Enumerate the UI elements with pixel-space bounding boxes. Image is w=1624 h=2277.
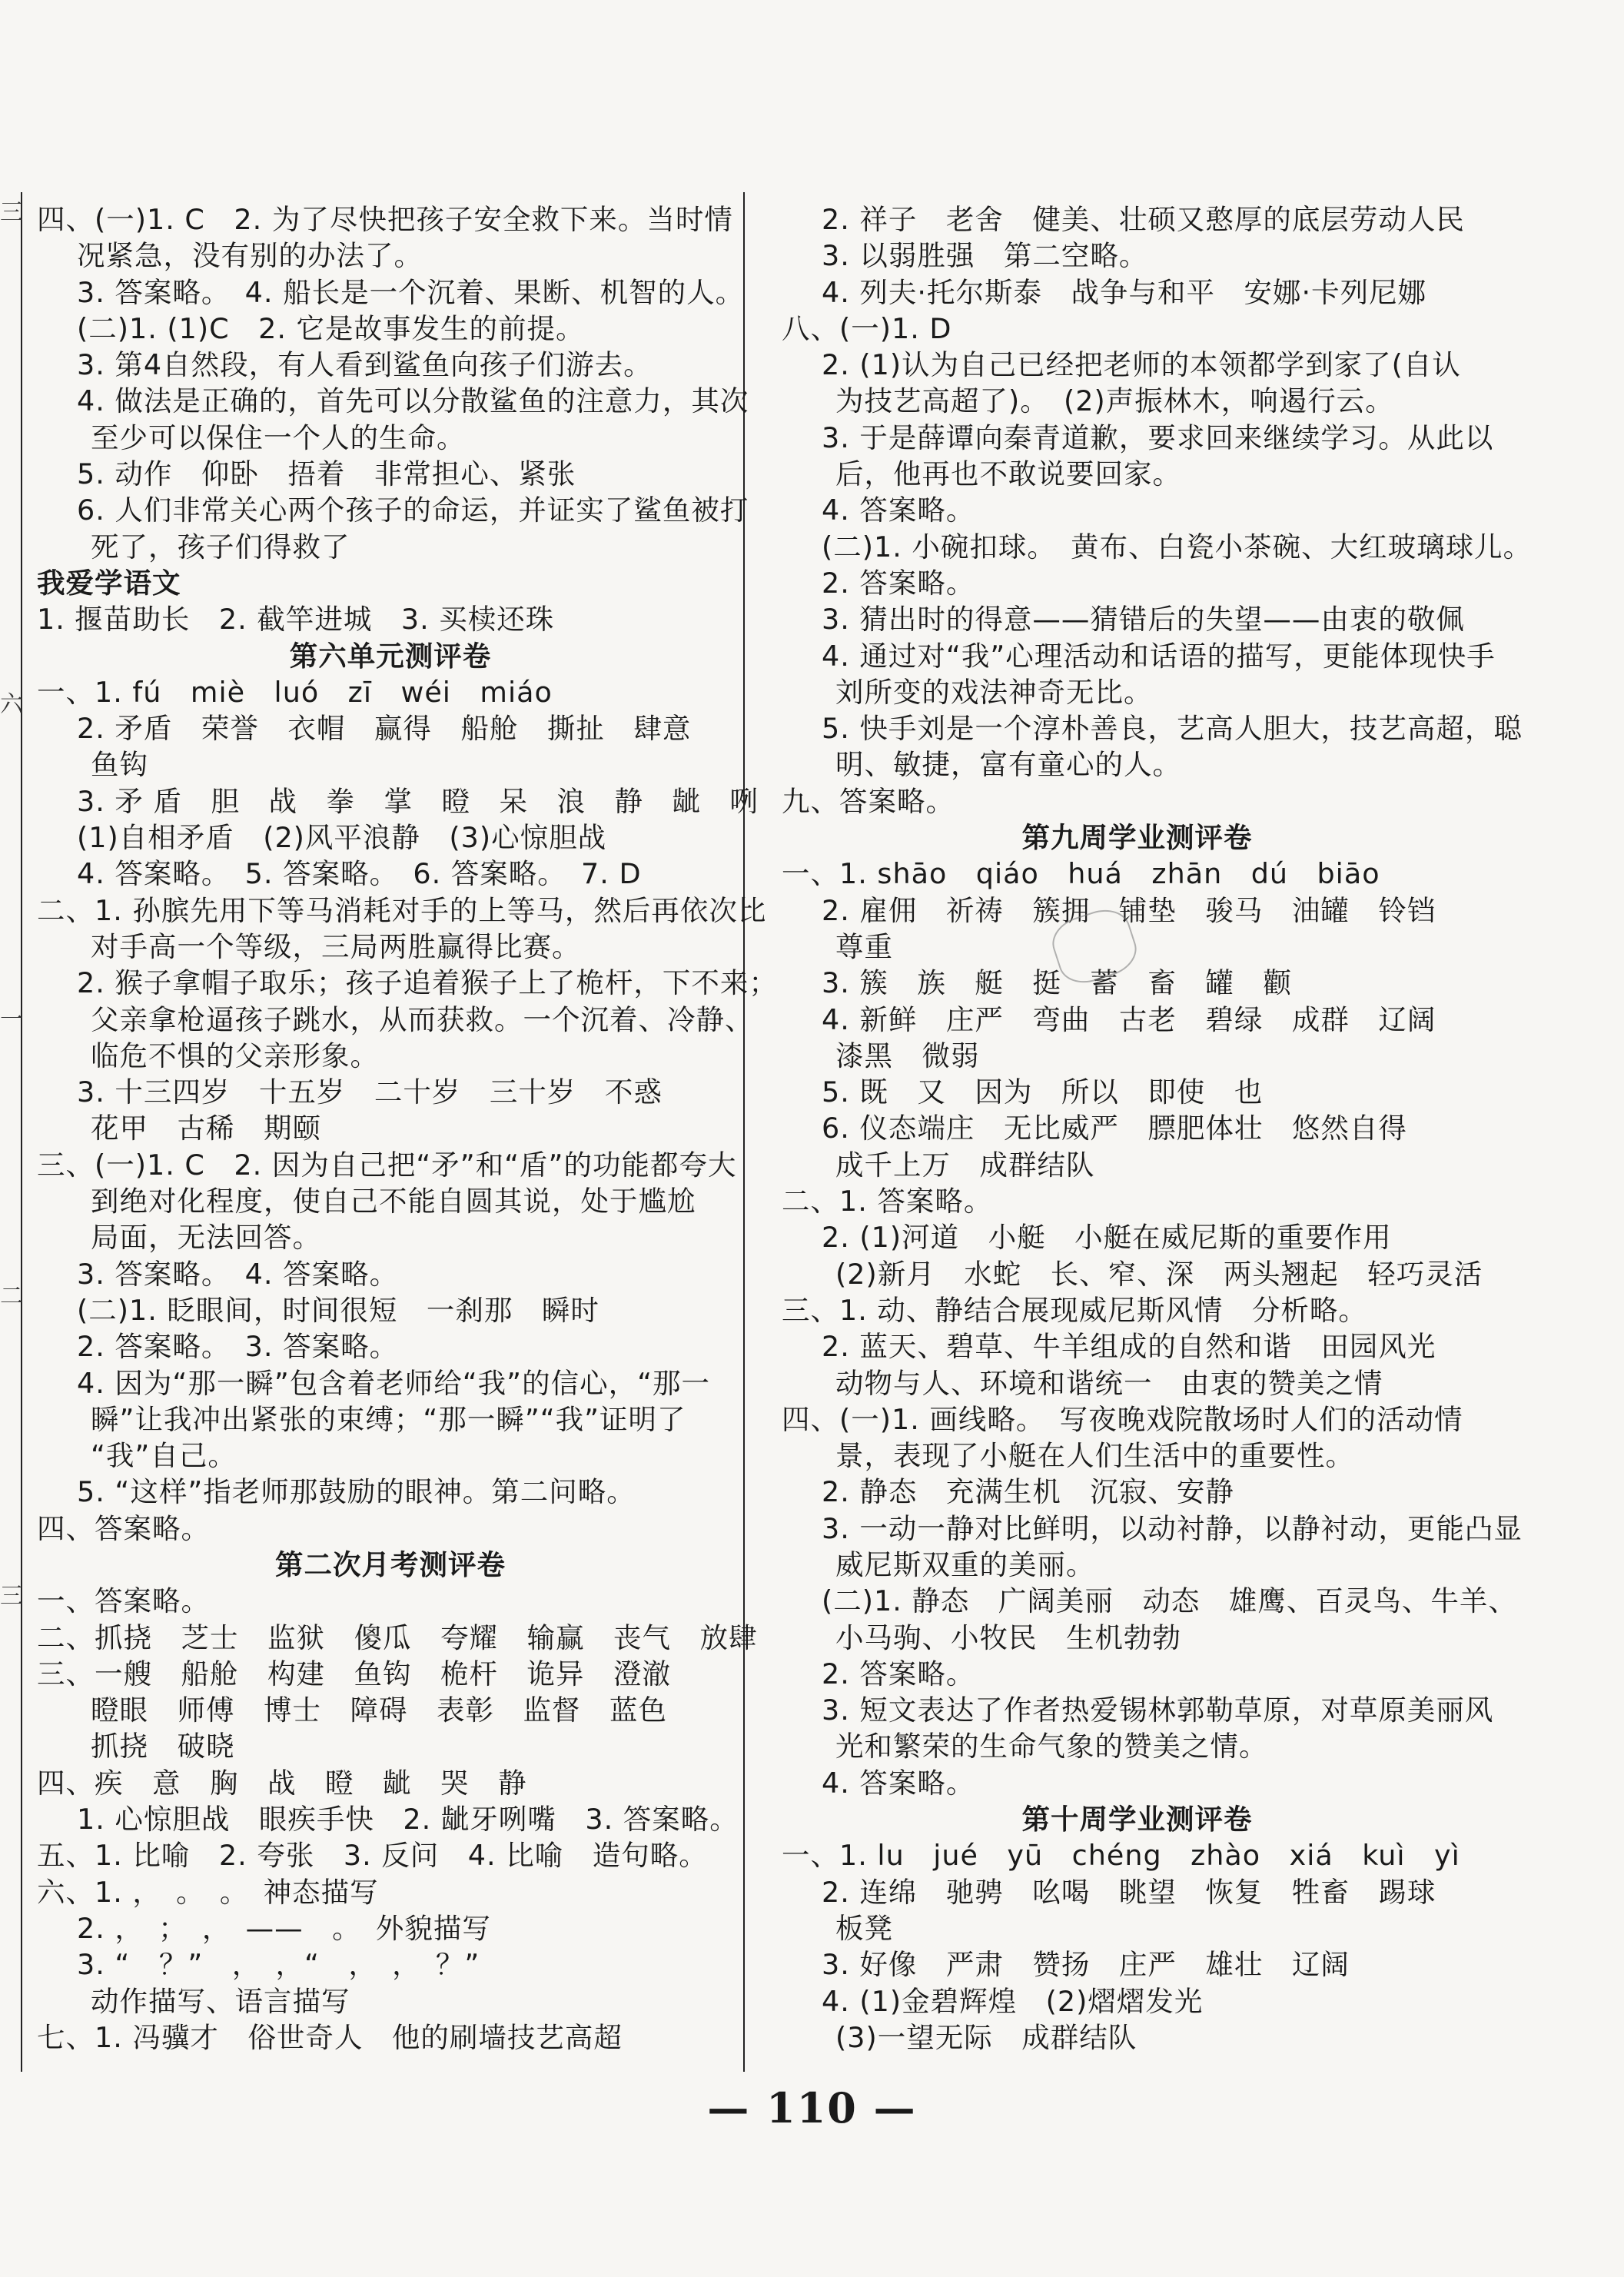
answer-line: 四、(一)1. 画线略。 写夜晚戏院散场时人们的活动情 xyxy=(782,1402,1463,1436)
answer-line: 1. 揠苗助长 2. 截竿进城 3. 买椟还珠 xyxy=(37,603,555,637)
answer-line: (二)1. (1)C 2. 它是故事发生的前提。 xyxy=(77,311,585,345)
answer-line: 2. (1)认为自己已经把老师的本领都学到家了(自认 xyxy=(822,348,1461,382)
answer-line: 三、(一)1. C 2. 因为自己把“矛”和“盾”的功能都夸大 xyxy=(37,1148,737,1182)
answer-line: 临危不惧的父亲形象。 xyxy=(91,1039,379,1072)
answer-line: 威尼斯双重的美丽。 xyxy=(835,1547,1095,1581)
answer-line: 对手高一个等级，三局两胜赢得比赛。 xyxy=(91,929,581,963)
answer-line: 4. 做法是正确的，首先可以分散鲨鱼的注意力，其次 xyxy=(77,384,749,418)
answer-line: 二、1. 孙膑先用下等马消耗对手的上等马，然后再依次比 xyxy=(37,893,767,927)
answer-line: 况紧急，没有别的办法了。 xyxy=(77,239,423,273)
answer-line: 3. “ ？” ， ，“ ， ， ？” xyxy=(77,1948,480,1982)
answer-line: 花甲 古稀 期颐 xyxy=(91,1112,321,1145)
answer-line: 6. 仪态端庄 无比威严 膘肥体壮 悠然自得 xyxy=(822,1112,1407,1145)
answer-line: 一、1. shāo qiáo huá zhān dú biāo xyxy=(782,857,1380,891)
answer-line: 动物与人、环境和谐统一 由衷的赞美之情 xyxy=(835,1366,1383,1400)
answer-line: (1)自相矛盾 (2)风平浪静 (3)心惊胆战 xyxy=(77,821,607,855)
edge-char: 三 xyxy=(0,199,23,226)
answer-line: 六、1. ， 。 。 神态描写 xyxy=(37,1875,379,1909)
left-margin-rule xyxy=(21,192,22,2072)
answer-line: 漆黑 微弱 xyxy=(835,1039,980,1072)
answer-line: (二)1. 静态 广阔美丽 动态 雄鹰、百灵鸟、牛羊、 xyxy=(822,1584,1517,1618)
answer-line: 2. ， ； ， —— 。 外貌描写 xyxy=(77,1911,491,1945)
answer-line: 死了，孩子们得救了 xyxy=(91,530,350,563)
answer-line: 七、1. 冯骥才 俗世奇人 他的刷墙技艺高超 xyxy=(37,2020,623,2054)
answer-line: 四、(一)1. C 2. 为了尽快把孩子安全救下来。当时情 xyxy=(37,203,733,236)
answer-line: 一、1. fú miè luó zī wéi miáo xyxy=(37,675,553,709)
answer-line: 3. 簇 族 艇 挺 蓄 畜 罐 颧 xyxy=(822,966,1292,1000)
answer-line: (2)新月 水蛇 长、窄、深 两头翘起 轻巧灵活 xyxy=(835,1257,1483,1291)
answer-line: 1. 心惊胆战 眼疾手快 2. 龇牙咧嘴 3. 答案略。 xyxy=(77,1803,739,1837)
answer-line: 局面，无法回答。 xyxy=(91,1221,321,1255)
answer-line: 4. 答案略。 5. 答案略。 6. 答案略。 7. D xyxy=(77,857,642,891)
answer-line: “我”自己。 xyxy=(91,1439,237,1473)
answer-line: 到绝对化程度，使自己不能自圆其说，处于尴尬 xyxy=(91,1185,696,1218)
answer-line: 2. 猴子拿帽子取乐；孩子追着猴子上了桅杆，下不来； xyxy=(77,966,778,1000)
answer-line: 4. 列夫·托尔斯泰 战争与和平 安娜·卡列尼娜 xyxy=(822,275,1427,309)
answer-line: 2. 矛盾 荣誉 衣帽 赢得 船舱 撕扯 肆意 xyxy=(77,712,692,746)
answer-line: 为技艺高超了)。 (2)声振林木，响遏行云。 xyxy=(835,384,1394,418)
answer-line: 2. 雇佣 祈祷 簇拥 铺垫 骏马 油罐 铃铛 xyxy=(822,893,1436,927)
answer-line: 四、答案略。 xyxy=(37,1511,210,1545)
answer-line: 2. 答案略。 xyxy=(822,1657,975,1690)
edge-char: 六 xyxy=(0,691,23,718)
answer-line: 5. 快手刘是一个淳朴善良，艺高人胆大，技艺高超，聪 xyxy=(822,712,1523,746)
edge-char: 一 xyxy=(0,1006,23,1033)
answer-line: 二、抓挠 芝士 监狱 傻瓜 夸耀 输赢 丧气 放肆 xyxy=(37,1620,758,1654)
answer-line: 成千上万 成群结队 xyxy=(835,1148,1095,1182)
answer-line: 九、答案略。 xyxy=(782,784,955,818)
answer-line: 明、敏捷，富有童心的人。 xyxy=(835,748,1181,782)
answer-line: 6. 人们非常关心两个孩子的命运，并证实了鲨鱼被打 xyxy=(77,494,749,527)
answer-line: 四、疾 意 胸 战 瞪 龇 哭 静 xyxy=(37,1766,527,1800)
answer-line: 瞪眼 师傅 博士 障碍 表彰 监督 蓝色 xyxy=(91,1694,667,1727)
answer-line: 一、答案略。 xyxy=(37,1584,210,1618)
answer-line: 3. 十三四岁 十五岁 二十岁 三十岁 不惑 xyxy=(77,1075,663,1109)
answer-line: 5. 既 又 因为 所以 即使 也 xyxy=(822,1075,1264,1109)
answer-line: 景，表现了小艇在人们生活中的重要性。 xyxy=(835,1439,1354,1473)
answer-line: 抓挠 破晓 xyxy=(91,1730,235,1763)
answer-line: 2. 答案略。 3. 答案略。 xyxy=(77,1330,399,1364)
answer-line: 3. 短文表达了作者热爱锡林郭勒草原，对草原美丽风 xyxy=(822,1694,1494,1727)
answer-line: 三、1. 动、静结合展现威尼斯风情 分析略。 xyxy=(782,1293,1367,1327)
answer-line: 板凳 xyxy=(835,1911,893,1945)
answer-line: 2. 静态 充满生机 沉寂、安静 xyxy=(822,1475,1234,1509)
answer-line: 4. 新鲜 庄严 弯曲 古老 碧绿 成群 辽阔 xyxy=(822,1002,1436,1036)
answer-line: 八、(一)1. D xyxy=(782,311,952,345)
answer-line: 一、1. lu jué yū chéng zhào xiá kuì yì xyxy=(782,1839,1460,1873)
page-number: — 110 — xyxy=(707,2083,917,2132)
answer-line: 3. 一动一静对比鲜明，以动衬静，以静衬动，更能凸显 xyxy=(822,1511,1523,1545)
answer-line: 至少可以保住一个人的生命。 xyxy=(91,420,466,454)
section-title: 第二次月考测评卷 xyxy=(275,1547,506,1581)
answer-line: 动作描写、语言描写 xyxy=(91,1984,350,2018)
answer-line: 3. 以弱胜强 第二空略。 xyxy=(822,239,1148,273)
answer-line: 五、1. 比喻 2. 夸张 3. 反问 4. 比喻 造句略。 xyxy=(37,1839,708,1873)
answer-line: 4. 答案略。 xyxy=(822,494,975,527)
answer-line: 5. “这样”指老师那鼓励的眼神。第二问略。 xyxy=(77,1475,636,1509)
answer-line: 4. 因为“那一瞬”包含着老师给“我”的信心，“那一 xyxy=(77,1366,710,1400)
answer-line: 3. 答案略。 4. 答案略。 xyxy=(77,1257,399,1291)
answer-line: 父亲拿枪逼孩子跳水，从而获救。一个沉着、冷静、 xyxy=(91,1002,754,1036)
answer-line: 3. 于是薛谭向秦青道歉，要求回来继续学习。从此以 xyxy=(822,420,1494,454)
answer-line: (二)1. 小碗扣球。 黄布、白瓷小茶碗、大红玻璃球儿。 xyxy=(822,530,1533,563)
answer-line: 小马驹、小牧民 生机勃勃 xyxy=(835,1620,1181,1654)
edge-char: 二 xyxy=(0,1283,23,1310)
right-column xyxy=(782,201,1533,2056)
answer-line: 3. 答案略。 4. 船长是一个沉着、果断、机智的人。 xyxy=(77,275,745,309)
answer-line: 4. 通过对“我”心理活动和话语的描写，更能体现快手 xyxy=(822,639,1496,673)
section-title: 第十周学业测评卷 xyxy=(1021,1803,1253,1837)
answer-line: 2. 答案略。 xyxy=(822,566,975,600)
section-heading: 我爱学语文 xyxy=(37,566,181,600)
answer-line: 2. 祥子 老舍 健美、壮硕又憨厚的底层劳动人民 xyxy=(822,203,1465,236)
answer-line: 3. 矛 盾 胆 战 拳 掌 瞪 呆 浪 静 龇 咧 xyxy=(77,784,759,818)
answer-line: 二、1. 答案略。 xyxy=(782,1185,993,1218)
answer-line: 光和繁荣的生命气象的赞美之情。 xyxy=(835,1730,1268,1763)
left-column xyxy=(37,201,778,2056)
answer-line: 2. 蓝天、碧草、牛羊组成的自然和谐 田园风光 xyxy=(822,1330,1436,1364)
answer-line: 5. 动作 仰卧 捂着 非常担心、紧张 xyxy=(77,457,576,491)
answer-line: 4. 答案略。 xyxy=(822,1766,975,1800)
edge-char: 三 xyxy=(0,1583,23,1610)
answer-line: (二)1. 眨眼间，时间很短 一刹那 瞬时 xyxy=(77,1293,599,1327)
section-title: 第九周学业测评卷 xyxy=(1021,821,1253,855)
section-title: 第六单元测评卷 xyxy=(289,639,492,673)
answer-line: 4. (1)金碧辉煌 (2)熠熠发光 xyxy=(822,1984,1204,2018)
answer-line: 2. (1)河道 小艇 小艇在威尼斯的重要作用 xyxy=(822,1221,1392,1255)
answer-line: 后，他再也不敢说要回家。 xyxy=(835,457,1181,491)
answer-line: 尊重 xyxy=(835,929,893,963)
answer-line: (3)一望无际 成群结队 xyxy=(835,2020,1137,2054)
answer-line: 鱼钩 xyxy=(91,748,148,782)
answer-line: 瞬”让我冲出紧张的束缚；“那一瞬”“我”证明了 xyxy=(91,1402,686,1436)
answer-line: 3. 猜出时的得意——猜错后的失望——由衷的敬佩 xyxy=(822,603,1465,637)
answer-line: 3. 好像 严肃 赞扬 庄严 雄壮 辽阔 xyxy=(822,1948,1350,1982)
answer-line: 三、一艘 船舱 构建 鱼钩 桅杆 诡异 澄澈 xyxy=(37,1657,671,1690)
answer-line: 刘所变的戏法神奇无比。 xyxy=(835,675,1153,709)
answer-line: 2. 连绵 驰骋 吆喝 眺望 恢复 牲畜 踢球 xyxy=(822,1875,1436,1909)
answer-line: 3. 第4自然段，有人看到鲨鱼向孩子们游去。 xyxy=(77,348,653,382)
